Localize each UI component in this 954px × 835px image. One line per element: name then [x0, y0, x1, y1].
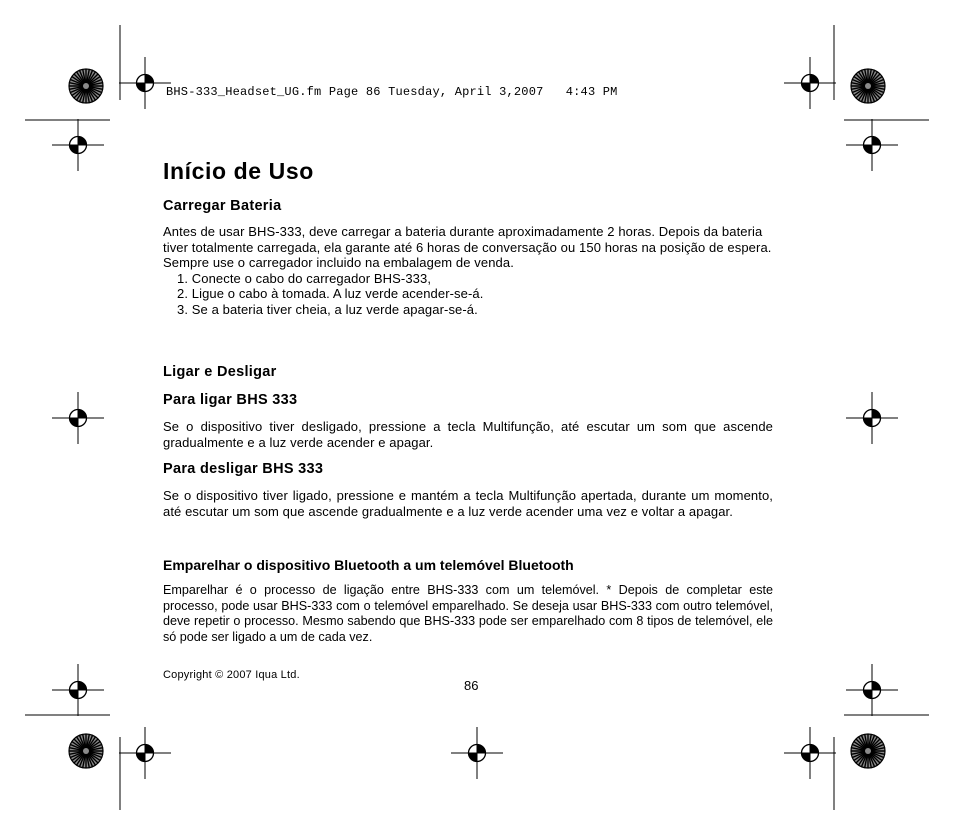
turn-on-heading: Para ligar BHS 333 [163, 392, 298, 408]
turn-off-heading: Para desligar BHS 333 [163, 461, 324, 477]
charge-battery-body [163, 224, 773, 317]
page-content [163, 158, 773, 644]
crosshair-right-lower [846, 664, 898, 716]
crosshair-left-middle [52, 392, 104, 444]
crosshair-top-right [784, 57, 836, 109]
charge-battery-heading: Carregar Bateria [163, 198, 282, 214]
turn-off-text: Se o dispositivo tiver ligado, pressione e mantém a tecla Multifunção apertada, durante um momento, até escutar um som que ascende gradualmente e a luz verde acender uma vez e voltar a apagar. [163, 488, 773, 519]
crosshair-bottom-right [784, 727, 836, 779]
charge-step: 2. Ligue o cabo à tomada. A luz verde acender-se-á. [177, 286, 484, 301]
header-filename: BHS-333_Headset_UG.fm [166, 85, 322, 99]
registration-star-bottom-right [851, 734, 885, 768]
header-page-label: Page [328, 85, 359, 99]
pairing-text: Emparelhar é o processo de ligação entre BHS-333 com um telemóvel. * Depois de completar este processo, pode usar BHS-333 com o telemóvel emparelhado. Se deseja usar BHS-333 com outro telemóvel, deve repetir o processo. Mesmo sabendo que BHS-333 pode ser emparelhado com 8 tipos de telemóvel, ele só pode ser ligado a um de cada vez. [163, 583, 773, 644]
charge-paragraph-1: Antes de usar BHS-333, deve carregar a bateria durante aproximadamente 2 horas. Depois da bateria tiver totalmente carregada, ela garante até 6 horas de conversação ou 150 horas na posição de espera. [163, 224, 772, 255]
header-time: 4:43 PM [565, 85, 618, 99]
registration-star-bottom-left [69, 734, 103, 768]
page-title: Início de Uso [163, 158, 314, 184]
registration-star-top-right [851, 69, 885, 103]
crosshair-right-upper [846, 119, 898, 171]
on-off-heading: Ligar e Desligar [163, 364, 277, 380]
copyright-notice: Copyright © 2007 Iqua Ltd. [163, 669, 300, 681]
print-header [166, 85, 618, 99]
charge-step: 1. Conecte o cabo do carregador BHS-333, [177, 270, 432, 286]
crosshair-top-left [119, 57, 171, 109]
page-number: 86 [464, 678, 479, 693]
crosshair-bottom-center [451, 727, 503, 779]
header-date: Tuesday, April 3,2007 [388, 85, 544, 99]
crosshair-left-upper [52, 119, 104, 171]
crosshair-right-middle [846, 392, 898, 444]
turn-on-text: Se o dispositivo tiver desligado, pressione a tecla Multifunção, até escutar um som que ascende gradualmente e a luz verde acender e apagar. [163, 419, 773, 450]
charge-paragraph-2: Sempre use o carregador incluido na embalagem de venda. [163, 255, 514, 270]
crosshair-bottom-left [119, 727, 171, 779]
registration-star-top-left [69, 69, 103, 103]
charge-step: 3. Se a bateria tiver cheia, a luz verde apagar-se-á. [177, 301, 478, 317]
pairing-heading: Emparelhar o dispositivo Bluetooth a um telemóvel Bluetooth [163, 557, 574, 573]
crosshair-left-lower [52, 664, 104, 716]
charge-steps-list [163, 271, 773, 318]
header-page-num: 86 [365, 85, 381, 99]
